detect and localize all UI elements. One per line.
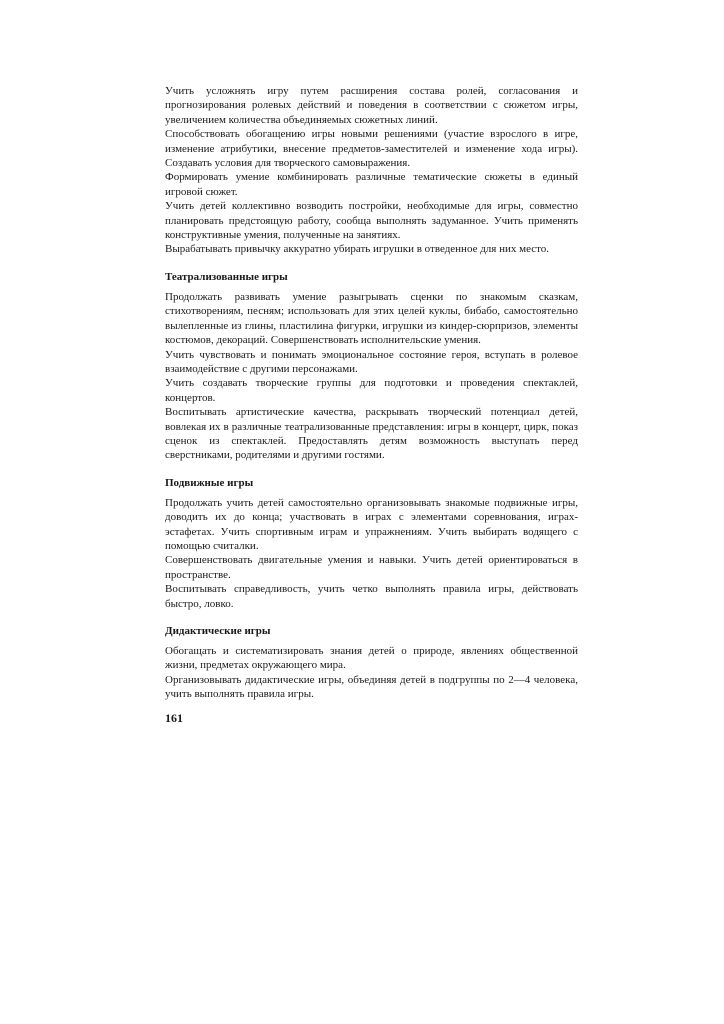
paragraph: Воспитывать артистические качества, раскрывать творческий потенциал детей, вовлекая их в различные театрализованные представления: игры в концерт, цирк, показ сценок из спектаклей. Предоставлять детям возможность выступать перед сверстниками, родителями и другими гостями. <box>165 406 578 462</box>
paragraph: Совершенствовать двигательные умения и навыки. Учить детей ориентироваться в пространстве. <box>165 554 578 581</box>
section-outdoor-games <box>165 476 578 611</box>
paragraph: Воспитывать справедливость, учить четко выполнять правила игры, действовать быстро, ловко. <box>165 583 578 610</box>
section-heading: Подвижные игры <box>165 476 254 489</box>
paragraph: Вырабатывать привычку аккуратно убирать игрушки в отведенное для них место. <box>165 243 550 256</box>
paragraph: Способствовать обогащению игры новыми решениями (участие взрослого в игре, изменение атрибутики, внесение предметов-заместителей и изменение хода игры). Создавать условия для творческого самовыражения. <box>165 128 578 170</box>
section-heading: Театрализованные игры <box>165 270 288 283</box>
paragraph: Продолжать развивать умение разыгрывать сценки по знакомым сказкам, стихотворениям, песням; использовать для этих целей куклы, бибабо, самостоятельно вылепленные из глины, пластилина фигурки, игрушки из киндер-сюрпризов, элементы костюмов, декораций. Совершенствовать исполнительские умения. <box>165 290 578 347</box>
section-heading: Дидактические игры <box>165 625 271 637</box>
paragraph: Учить усложнять игру путем расширения состава ролей, согласования и прогнозирования ролевых действий и поведения в соответствии с сюжетом игры, увеличением количества объединяемых сюжетных линий. <box>165 85 578 126</box>
page-number: 161 <box>165 710 183 725</box>
paragraph: Организовывать дидактические игры, объединяя детей в подгруппы по 2—4 человека, учить выполнять правила игры. <box>165 673 578 701</box>
intro-block <box>165 84 578 257</box>
paragraph: Учить детей коллективно возводить постройки, необходимые для игры, совместно планировать предстоящую работу, сообща выполнять задуманное. Учить применять конструктивные умения, полученные на занятиях. <box>165 200 578 242</box>
document-page <box>165 84 578 725</box>
paragraph: Учить создавать творческие группы для подготовки и проведения спектаклей, концертов. <box>165 377 578 404</box>
paragraph: Обогащать и систематизировать знания детей о природе, явлениях общественной жизни, предметах окружающего мира. <box>165 645 578 672</box>
paragraph: Формировать умение комбинировать различные тематические сюжеты в единый игровой сюжет. <box>165 171 578 198</box>
paragraph: Учить чувствовать и понимать эмоциональное состояние героя, вступать в ролевое взаимодействие с другими персонажами. <box>165 348 578 375</box>
section-theatrical-games <box>165 270 578 463</box>
section-didactic-games <box>165 624 578 702</box>
paragraph: Продолжать учить детей самостоятельно организовывать знакомые подвижные игры, доводить их до конца; участвовать в играх с элементами соревнования, играх-эстафетах. Учить спортивным играм и упражнениям. Учить выбирать водящего с помощью считалки. <box>165 496 578 552</box>
